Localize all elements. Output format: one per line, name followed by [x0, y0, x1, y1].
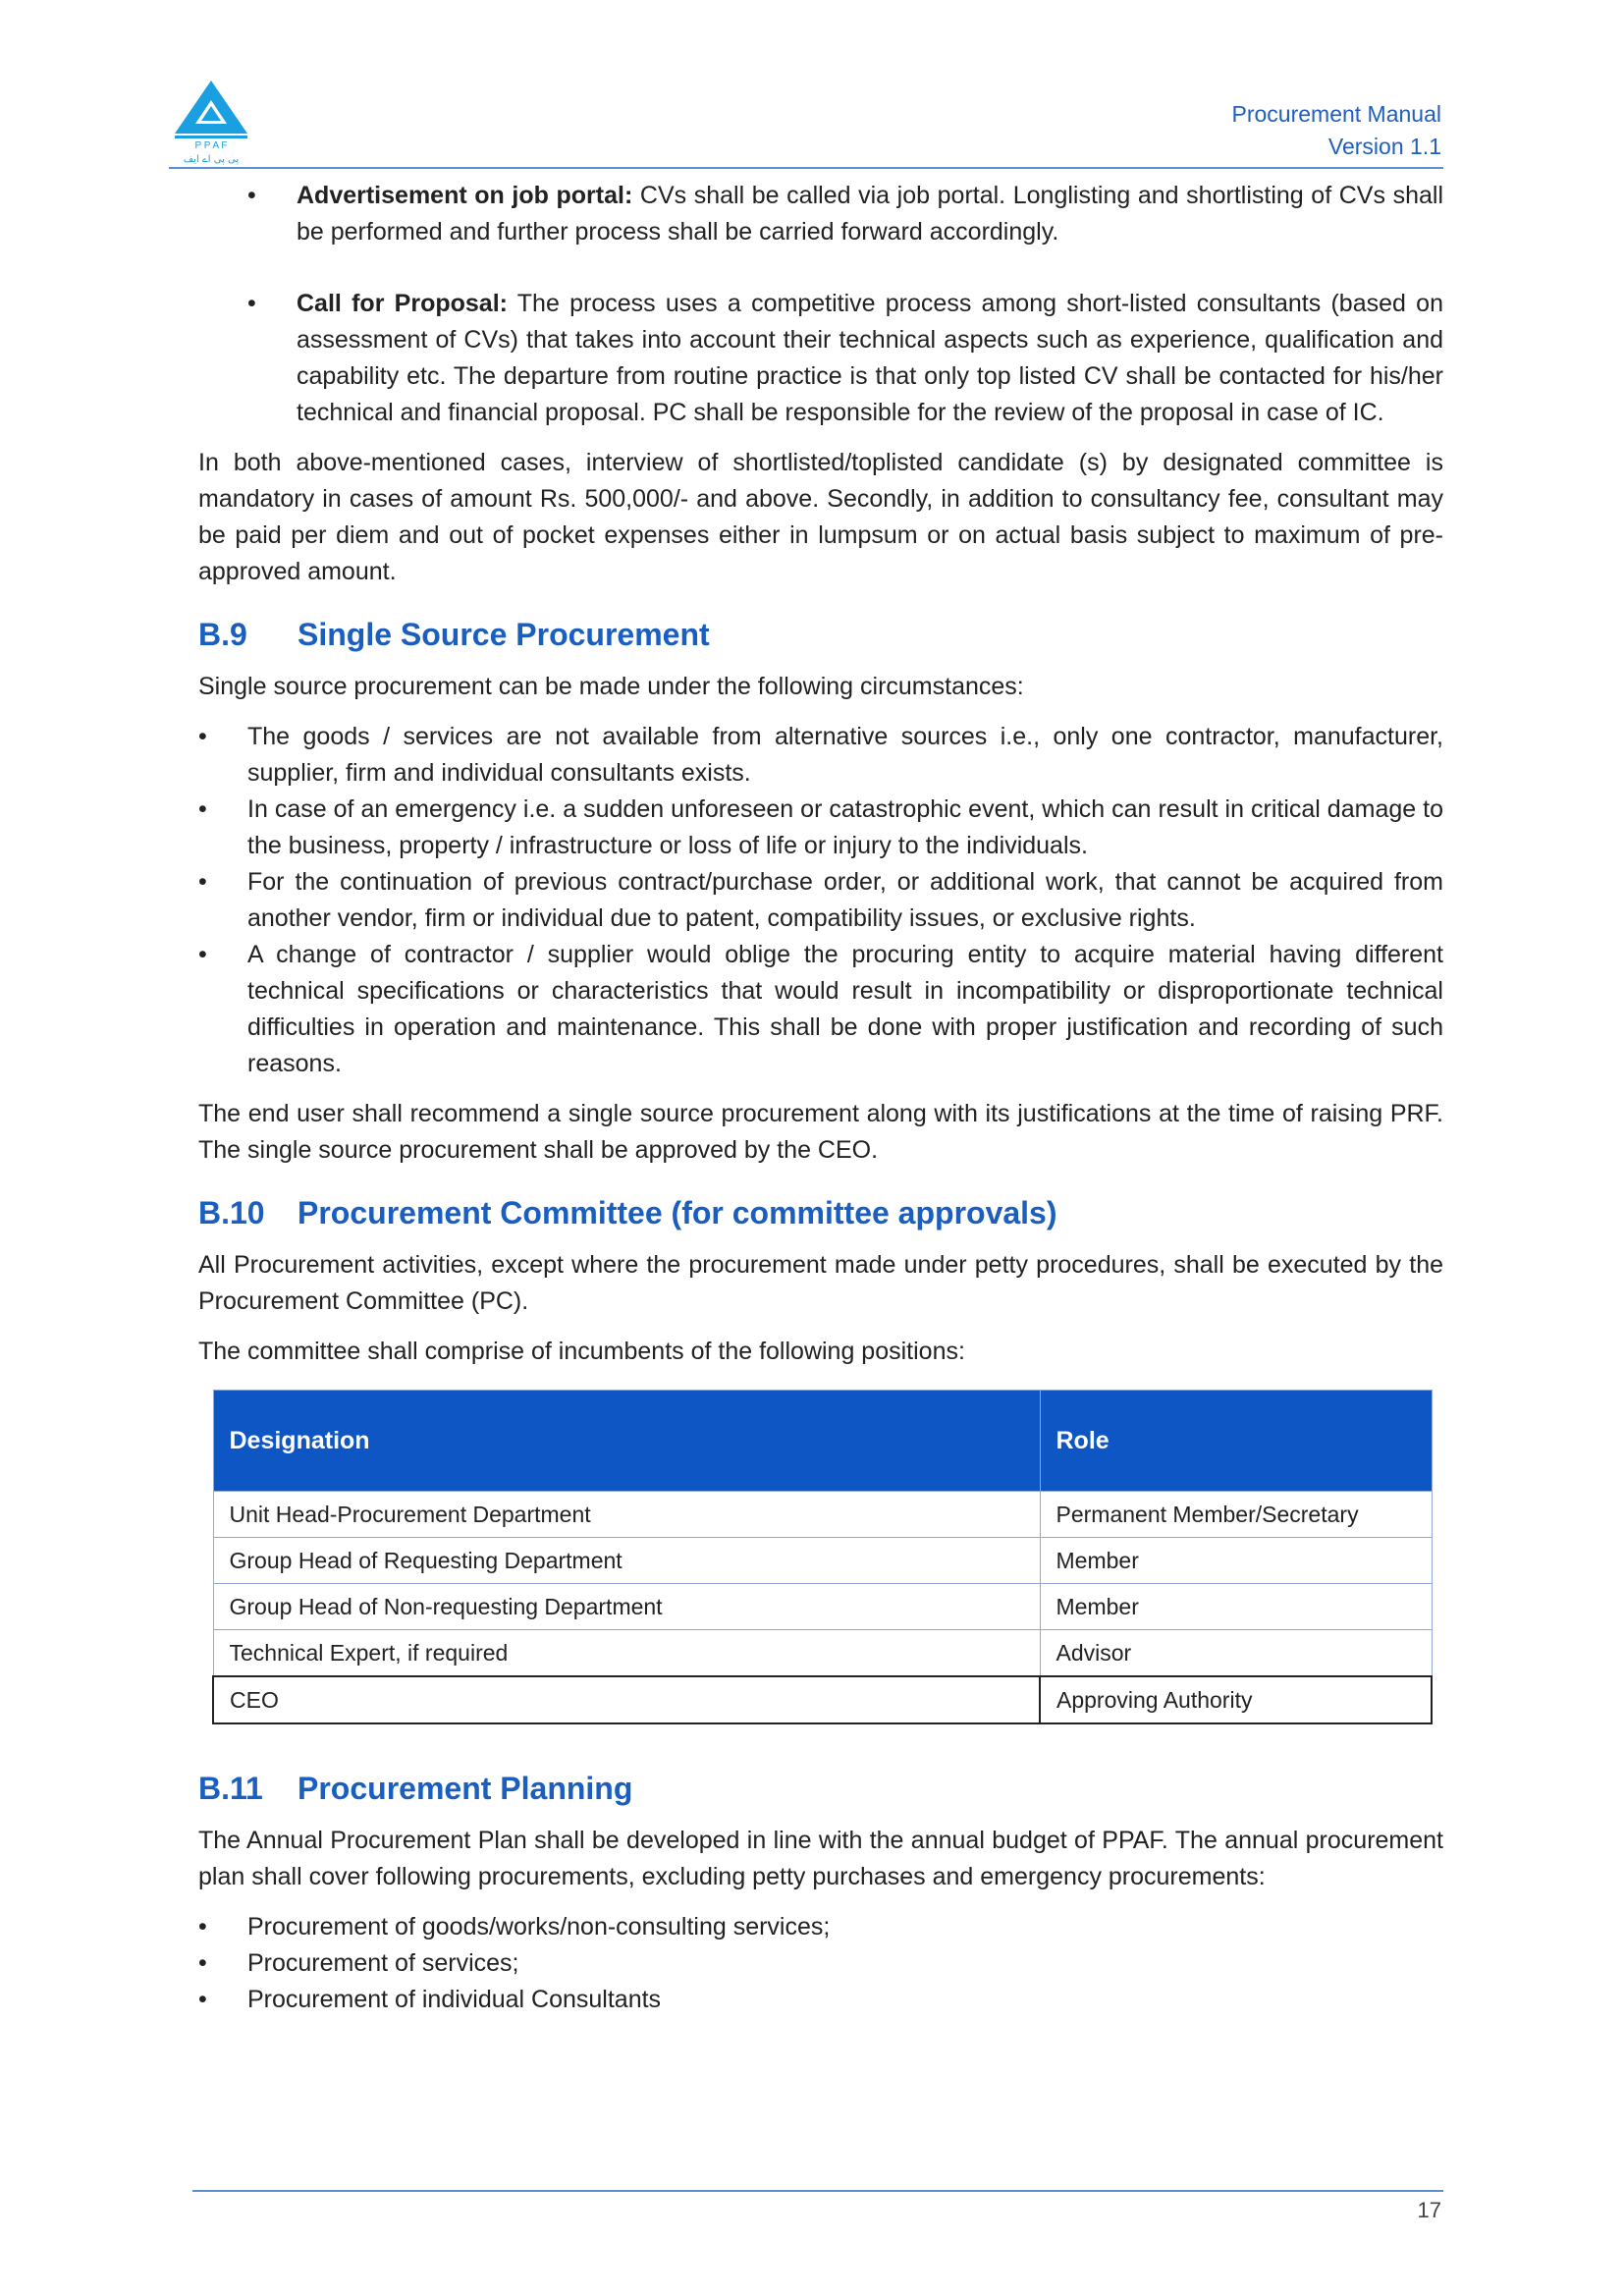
doc-version: Version 1.1	[1327, 134, 1441, 159]
ppaf-logo-icon	[169, 77, 253, 165]
paragraph-both-cases: In both above-mentioned cases, interview of shortlisted/toplisted candidate (s) by designated committee is mandatory in cases of amount Rs. 500,000/- and above. Secondly, in addition to consultancy fee, consultant may be paid per diem and out of pocket expenses either in lumpsum or on actual basis subject to maximum of pre-approved amount.	[198, 449, 1443, 585]
section-number: B.9	[198, 617, 247, 652]
section-heading-b9	[198, 614, 1443, 655]
table-header-row	[213, 1391, 1432, 1492]
list-item: • Procurement of individual Consultants	[198, 1982, 1443, 2018]
section-number: B.11	[198, 1771, 263, 1806]
table-cell: Member	[1040, 1538, 1432, 1584]
table-row	[213, 1492, 1432, 1538]
table-cell: Member	[1040, 1584, 1432, 1630]
section-number: B.10	[198, 1195, 265, 1230]
bullet-label: Advertisement on job portal:	[297, 182, 633, 209]
table-header-designation: Designation	[213, 1391, 1040, 1492]
section-heading-b10	[198, 1192, 1443, 1233]
b9-intro: Single source procurement can be made under the following circumstances:	[198, 673, 1024, 700]
table-cell: Advisor	[1040, 1630, 1432, 1677]
table-cell: Unit Head-Procurement Department	[213, 1492, 1040, 1538]
section-title: Procurement Committee (for committee approvals)	[298, 1195, 1057, 1230]
table-cell: Technical Expert, if required	[213, 1630, 1040, 1677]
list-item: • Procurement of services;	[198, 1945, 1443, 1982]
table-cell: Approving Authority	[1040, 1676, 1432, 1723]
bullet-text: The process uses a competitive process among short-listed consultants (based on assessment of CVs) that takes into account their technical aspects such as experience, qualification and capability etc. The departure from routine practice is that only top listed CV shall be contacted for his/her technical and financial proposal. PC shall be responsible for the review of the proposal in case of IC.	[297, 290, 1443, 426]
doc-title: Procurement Manual	[1231, 101, 1441, 127]
header-text	[1232, 98, 1442, 163]
list-item: • For the continuation of previous contract/purchase order, or additional work, that cannot be acquired from another vendor, firm or individual due to patent, compatibility issues, or exclusive rights.	[198, 864, 1443, 937]
table-cell: CEO	[213, 1676, 1040, 1723]
logo-letters: P P A F	[194, 140, 228, 151]
footer-divider	[192, 2190, 1443, 2192]
table-cell: Group Head of Requesting Department	[213, 1538, 1040, 1584]
list-item: • A change of contractor / supplier would oblige the procuring entity to acquire material having different technical specifications or characteristics that would result in incompatibility or disproportionate technical difficulties in operation and maintenance. This shall be done with proper justification and recording of such reasons.	[198, 937, 1443, 1082]
table-row	[213, 1538, 1432, 1584]
table-cell: Group Head of Non-requesting Department	[213, 1584, 1040, 1630]
b10-paragraph-1: All Procurement activities, except where the procurement made under petty procedures, shall be executed by the Procurement Committee (PC).	[198, 1251, 1443, 1315]
section-title: Single Source Procurement	[298, 617, 710, 652]
table-row	[213, 1630, 1432, 1677]
logo-urdu: پی پی اے ایف	[183, 154, 240, 165]
table-row	[213, 1584, 1432, 1630]
b11-paragraph: The Annual Procurement Plan shall be developed in line with the annual budget of PPAF. The annual procurement plan shall cover following procurements, excluding petty purchases and emergency procurements:	[198, 1827, 1443, 1890]
b10-paragraph-2: The committee shall comprise of incumbents of the following positions:	[198, 1338, 965, 1365]
page-number: 17	[1417, 2198, 1441, 2222]
section-title: Procurement Planning	[298, 1771, 633, 1806]
list-item	[198, 178, 1443, 250]
list-item: • Procurement of goods/works/non-consulting services;	[198, 1909, 1443, 1945]
committee-table	[212, 1390, 1433, 1724]
b11-bullet-list	[198, 1909, 1443, 2018]
b9-bullet-list	[198, 719, 1443, 1082]
bullet-label: Call for Proposal:	[297, 290, 508, 317]
list-item: • The goods / services are not available from alternative sources i.e., only one contractor, manufacturer, supplier, firm and individual consultants exists.	[198, 719, 1443, 792]
page-header	[169, 77, 1443, 169]
page-content	[198, 178, 1443, 2018]
table-header-role: Role	[1040, 1391, 1432, 1492]
list-item: • In case of an emergency i.e. a sudden unforeseen or catastrophic event, which can result in critical damage to the business, property / infrastructure or loss of life or injury to the individuals.	[198, 792, 1443, 864]
top-bullet-list	[198, 178, 1443, 431]
bullet-text: CVs shall be called via job portal. Longlisting and shortlisting of CVs shall be performed and further process shall be carried forward accordingly.	[297, 182, 1443, 246]
list-item	[198, 286, 1443, 431]
table-row	[213, 1676, 1432, 1723]
b9-closing: The end user shall recommend a single source procurement along with its justifications at the time of raising PRF. The single source procurement shall be approved by the CEO.	[198, 1100, 1443, 1164]
table-cell: Permanent Member/Secretary	[1040, 1492, 1432, 1538]
section-heading-b11	[198, 1768, 1443, 1809]
